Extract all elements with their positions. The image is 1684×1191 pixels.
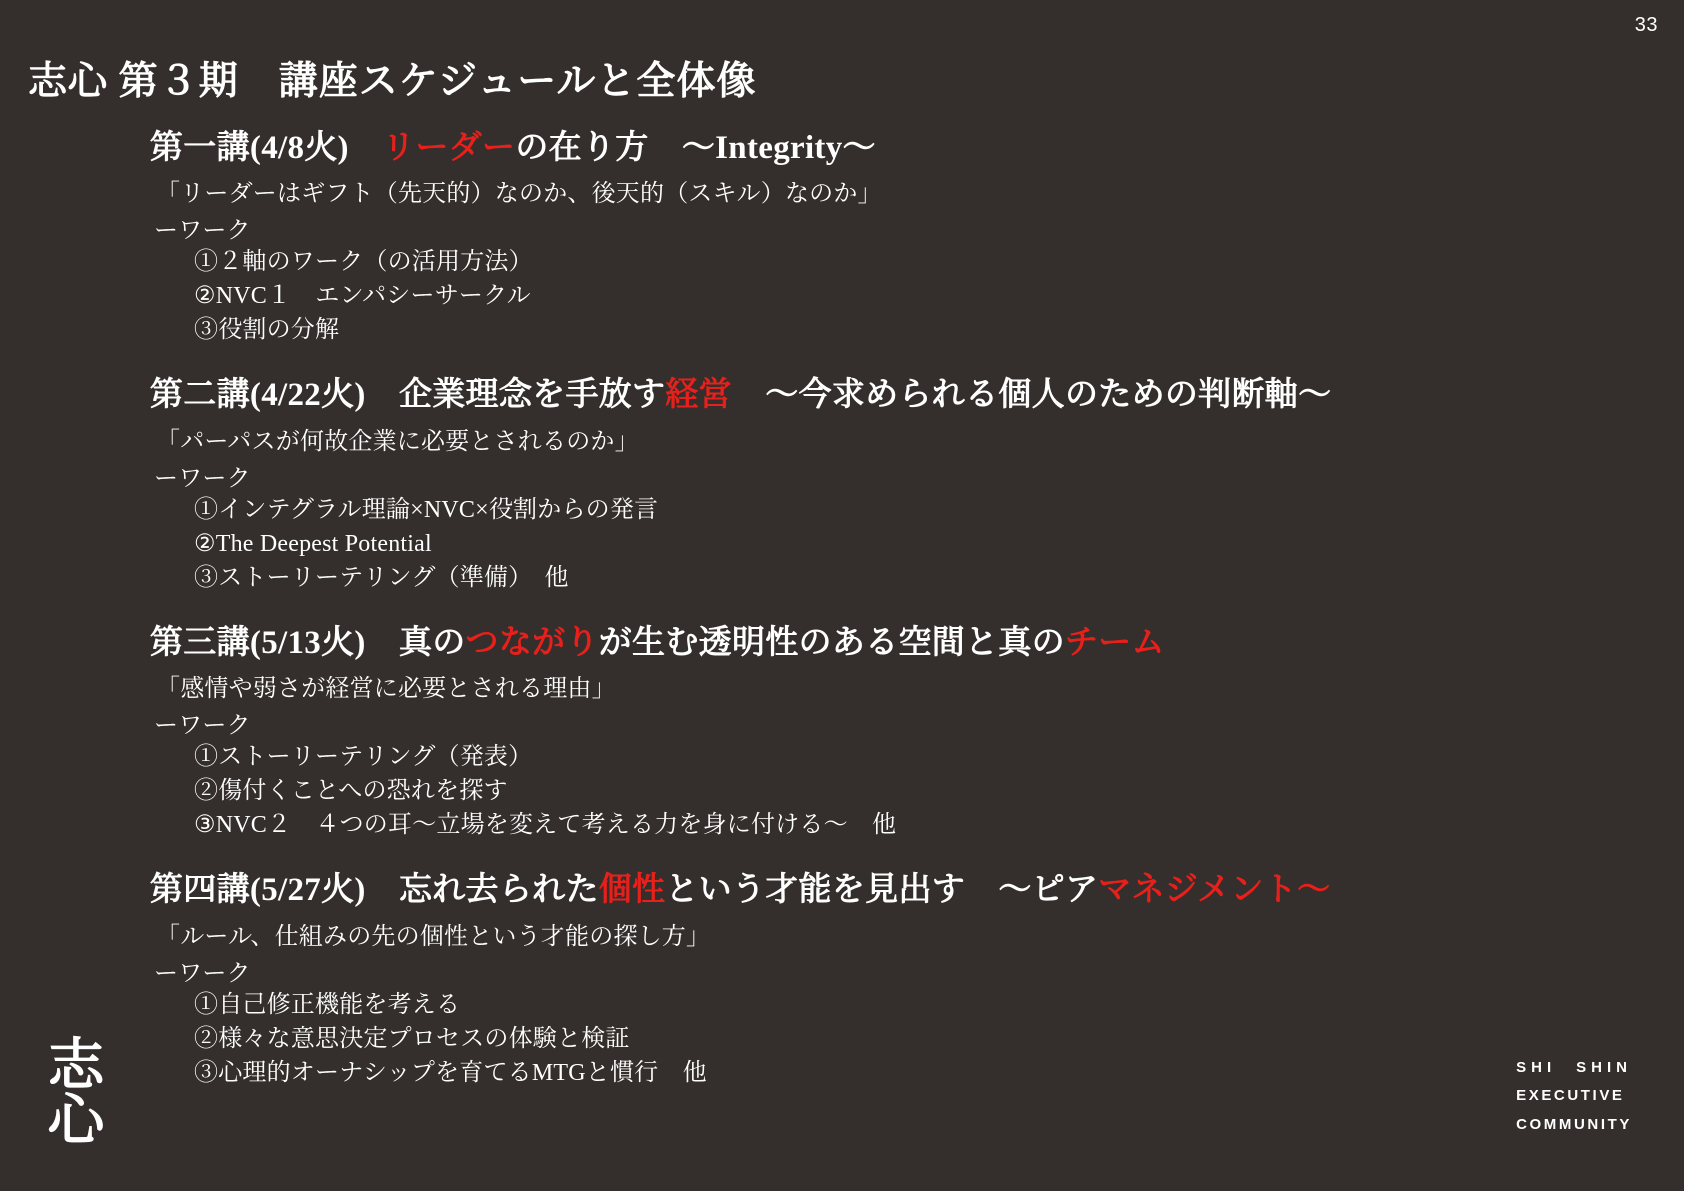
session-quote: 「ルール、仕組みの先の個性という才能の探し方」 (156, 923, 711, 950)
session-heading (150, 623, 1630, 664)
list-item: ③ストーリーテリング（準備） 他 (194, 564, 569, 591)
session-heading-post: という才能を見出す 〜ピア (665, 872, 1099, 909)
page-title: 志心 第３期 講座スケジュールと全体像 (28, 60, 757, 103)
brand-text (1516, 1054, 1632, 1140)
list-item: ③心理的オーナシップを育てるMTGと慣行 他 (194, 1059, 707, 1086)
session-heading-pre: 第一講(4/8火) (150, 130, 383, 166)
session-heading-accent: 経営 (665, 377, 732, 414)
session-quote: 「リーダーはギフト（先天的）なのか、後天的（スキル）なのか」 (156, 181, 882, 208)
logo-char-bottom: 心 (48, 1090, 104, 1153)
session-heading-post: の在り方 〜Integrity〜 (515, 130, 876, 166)
session-heading-accent: リーダー (382, 130, 516, 166)
brand-line-2: EXECUTIVE (1516, 1087, 1625, 1104)
list-item: ②The Deepest Potential (194, 530, 432, 557)
session-heading-pre: 第二講(4/22火) 企業理念を手放す (150, 377, 666, 414)
list-item: ①ストーリーテリング（発表） (194, 744, 533, 771)
logo-char-top: 志 (48, 1035, 104, 1098)
session-item (150, 375, 1630, 594)
session-heading-accent: つながり (465, 624, 599, 661)
session-heading-tail: 〜 (1297, 872, 1331, 909)
session-item (150, 128, 1630, 347)
session-list (150, 128, 1630, 1118)
session-quote: 「感情や弱さが経営に必要とされる理由」 (156, 676, 616, 703)
list-item: ①自己修正機能を考える (194, 991, 461, 1018)
session-heading-accent-2: チーム (1064, 624, 1165, 661)
session-work-label: ーワーク (154, 218, 251, 245)
list-item: ②傷付くことへの恐れを探す (194, 778, 508, 805)
list-item: ③NVC２ ４つの耳〜立場を変えて考える力を身に付ける〜 他 (194, 812, 897, 839)
session-heading-post: が生む透明性のある空間と真の (598, 624, 1065, 661)
list-item: ②NVC１ エンパシーサークル (194, 283, 531, 310)
list-item: ②様々な意思決定プロセスの体験と検証 (194, 1025, 630, 1052)
session-heading-post: 〜今求められる個人のための判断軸〜 (731, 377, 1332, 414)
list-item: ①インテグラル理論×NVC×役割からの発言 (194, 496, 659, 523)
brand-line-3: COMMUNITY (1516, 1115, 1632, 1133)
session-heading (150, 870, 1630, 911)
session-item (150, 870, 1630, 1089)
session-heading-accent-2: マネジメント (1098, 872, 1298, 909)
page-number: 33 (1634, 14, 1658, 36)
work-list (194, 493, 1630, 595)
session-heading-pre: 第四講(5/27火) 忘れ去られた (150, 872, 599, 909)
session-heading-accent: 個性 (598, 872, 666, 909)
session-work-label: ーワーク (154, 465, 251, 492)
session-heading (150, 128, 1630, 169)
session-work-label: ーワーク (154, 960, 251, 987)
session-heading-pre: 第三講(5/13火) 真の (150, 624, 466, 661)
session-item (150, 623, 1630, 842)
work-list (194, 245, 1630, 347)
work-list (194, 740, 1630, 842)
list-item: ③役割の分解 (194, 317, 340, 344)
session-quote: 「パーパスが何故企業に必要とされるのか」 (156, 428, 639, 455)
brand-logo-mark (48, 1035, 104, 1153)
work-list (194, 988, 1630, 1090)
session-work-label: ーワーク (154, 713, 251, 740)
list-item: ①２軸のワーク（の活用方法） (194, 249, 533, 276)
session-heading (150, 375, 1630, 416)
brand-line-1: SHI SHIN (1516, 1058, 1632, 1076)
